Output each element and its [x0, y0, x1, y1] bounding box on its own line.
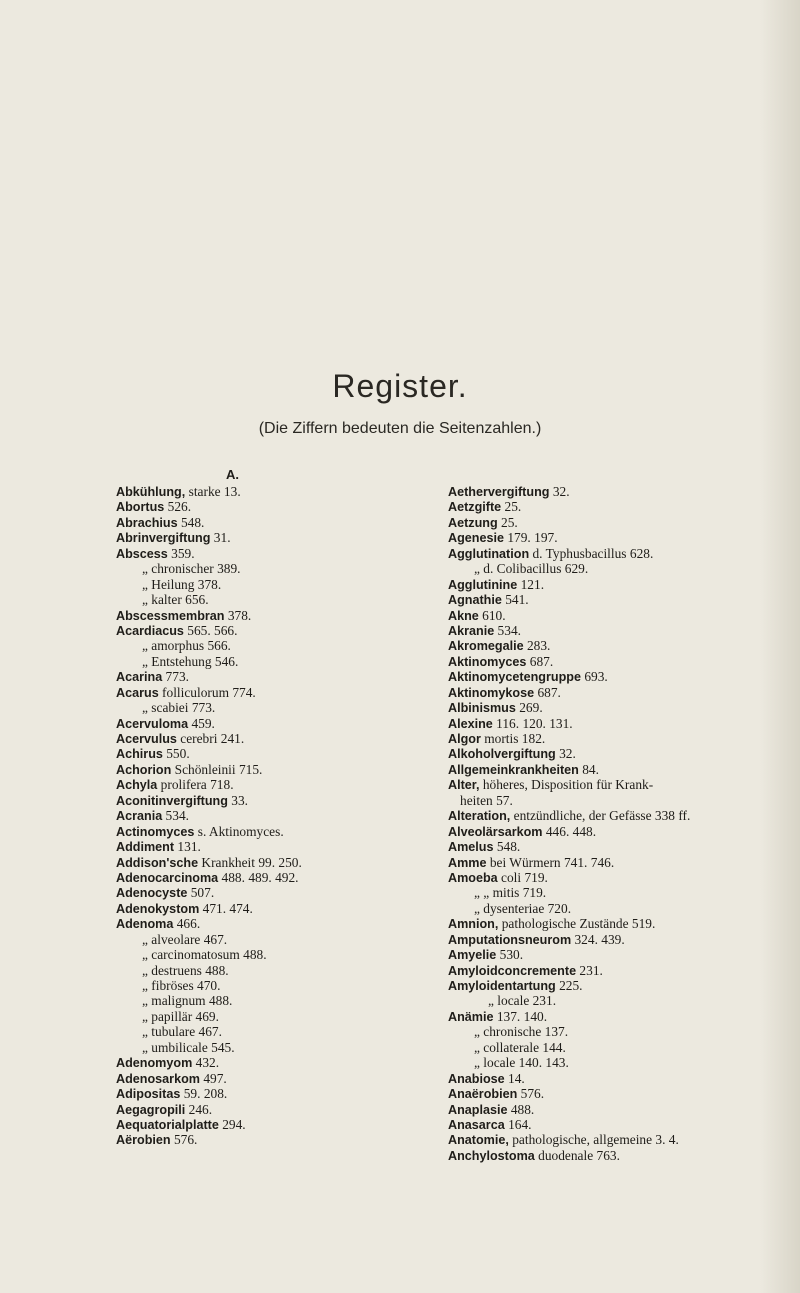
- index-pages: 283.: [523, 638, 551, 654]
- index-pages: 446. 448.: [542, 823, 597, 839]
- index-pages: höheres, Disposition für Krank-: [479, 777, 654, 793]
- index-entry: [448, 855, 738, 870]
- index-pages: 32.: [549, 484, 570, 499]
- index-keyword: Amputationsneurom: [448, 932, 572, 947]
- index-entry: [448, 947, 738, 962]
- index-pages: s. Aktinomyces.: [194, 823, 284, 839]
- index-keyword: Acarus: [116, 685, 159, 700]
- index-keyword: Amyelie: [448, 948, 497, 963]
- index-pages: bei Würmern 741. 746.: [486, 854, 615, 870]
- index-entry: [448, 1055, 738, 1070]
- index-entry: [116, 654, 446, 669]
- index-entry: [116, 808, 446, 823]
- index-pages: 432.: [192, 1055, 220, 1071]
- index-pages: 526.: [164, 499, 192, 515]
- index-keyword: Anasarca: [448, 1117, 505, 1132]
- index-keyword: Adenocyste: [116, 886, 188, 901]
- index-pages: 294.: [218, 1116, 246, 1132]
- index-keyword: Acervulus: [116, 732, 177, 746]
- index-keyword: Adenoma: [116, 917, 174, 932]
- index-pages: „ scabiei 773.: [142, 700, 216, 716]
- index-keyword: Akromegalie: [448, 639, 524, 654]
- index-pages: pathologische Zustände 519.: [498, 916, 656, 932]
- index-pages: „ d. Colibacillus 629.: [474, 561, 589, 577]
- index-pages: 137. 140.: [493, 1008, 548, 1024]
- index-keyword: Amme: [448, 855, 487, 870]
- index-keyword: Aetzgifte: [448, 500, 502, 515]
- index-pages: „ alveolare 467.: [142, 931, 228, 947]
- index-pages: 687.: [534, 684, 561, 700]
- index-keyword: Anaërobien: [448, 1087, 518, 1102]
- index-keyword: Amyloidconcremente: [448, 963, 577, 978]
- index-pages: „ destruens 488.: [142, 962, 229, 978]
- index-pages: „ „ mitis 719.: [474, 885, 547, 901]
- index-entry: [116, 1024, 446, 1039]
- index-entry: [116, 963, 446, 978]
- index-keyword: Agglutination: [448, 546, 530, 561]
- index-keyword: Amelus: [448, 840, 494, 855]
- index-pages: „ papillär 469.: [142, 1008, 219, 1024]
- index-pages: 32.: [555, 746, 576, 762]
- index-pages: „ locale 140. 143.: [474, 1055, 569, 1071]
- index-keyword: Anatomie,: [448, 1133, 509, 1148]
- index-entry: [116, 484, 446, 499]
- index-entry: [448, 685, 738, 700]
- index-entry: [116, 762, 446, 777]
- page-edge-shadow: [760, 0, 800, 1293]
- index-entry: [448, 824, 738, 839]
- index-entry: [116, 700, 446, 715]
- index-entry: [448, 1024, 738, 1039]
- index-keyword: Acervuloma: [116, 716, 189, 731]
- index-pages: „ chronische 137.: [474, 1024, 569, 1040]
- index-entry: [116, 577, 446, 592]
- index-entry: [116, 978, 446, 993]
- index-keyword: Abrinvergiftung: [116, 531, 211, 546]
- index-pages: d. Typhusbacillus 628.: [529, 545, 654, 561]
- index-keyword: Alkoholvergiftung: [448, 747, 556, 762]
- index-pages: 488.: [507, 1101, 535, 1117]
- index-pages: „ Entstehung 546.: [142, 653, 239, 669]
- index-entry: [448, 608, 738, 623]
- index-entry: [448, 793, 738, 808]
- index-keyword: Aktinomykose: [448, 685, 535, 700]
- index-pages: prolifera 718.: [157, 777, 234, 793]
- index-pages: 550.: [162, 746, 190, 762]
- index-entry: [448, 916, 738, 931]
- index-keyword: Acrania: [116, 809, 163, 824]
- index-pages: 576.: [170, 1132, 198, 1148]
- index-entry: [116, 561, 446, 576]
- index-pages: „ malignum 488.: [142, 993, 233, 1009]
- index-keyword: Amoeba: [448, 870, 498, 885]
- index-entry: [448, 638, 738, 653]
- index-entry: [448, 901, 738, 916]
- index-keyword: Anchylostoma: [448, 1148, 535, 1163]
- index-keyword: Aërobien: [116, 1133, 171, 1148]
- index-pages: 84.: [578, 761, 599, 777]
- index-keyword: Algor: [448, 732, 481, 746]
- index-entry: [116, 731, 446, 746]
- index-pages: duodenale 763.: [534, 1147, 620, 1163]
- index-pages: 231.: [576, 962, 603, 978]
- index-keyword: Achorion: [116, 762, 172, 777]
- index-column-left: [116, 484, 446, 1148]
- index-pages: „ carcinomatosum 488.: [142, 947, 267, 963]
- index-pages: Krankheit 99. 250.: [198, 854, 302, 870]
- index-entry: [116, 824, 446, 839]
- index-pages: 693.: [580, 669, 608, 685]
- index-entry: [448, 978, 738, 993]
- index-entry: [116, 1102, 446, 1117]
- index-pages: „ collaterale 144.: [474, 1039, 566, 1055]
- index-pages: 534.: [494, 622, 521, 638]
- index-pages: „ locale 231.: [488, 993, 557, 1009]
- index-entry: [448, 530, 738, 545]
- index-keyword: Adipositas: [116, 1087, 181, 1102]
- index-keyword: Anaplasie: [448, 1102, 508, 1117]
- index-pages: „ Heilung 378.: [142, 576, 222, 592]
- index-pages: 610.: [478, 607, 506, 623]
- index-keyword: Abkühlung,: [116, 485, 186, 499]
- index-pages: „ fibröses 470.: [142, 978, 221, 993]
- index-entry: [116, 1086, 446, 1101]
- index-entry: [116, 885, 446, 900]
- index-entry: [448, 1148, 738, 1163]
- index-entry: [116, 947, 446, 962]
- index-pages: 459.: [188, 715, 215, 731]
- index-keyword: Agglutinine: [448, 577, 518, 592]
- index-entry: [116, 1055, 446, 1070]
- index-pages: 359.: [167, 545, 195, 561]
- index-entry: [448, 1040, 738, 1055]
- index-pages: „ umbilicale 545.: [142, 1039, 235, 1055]
- index-keyword: Acarina: [116, 670, 163, 685]
- index-keyword: Abscess: [116, 546, 168, 561]
- index-pages: „ amorphus 566.: [142, 638, 231, 654]
- index-pages: folliculorum 774.: [158, 684, 256, 700]
- index-pages: 541.: [501, 592, 529, 608]
- index-pages: 378.: [224, 607, 252, 623]
- index-keyword: Anämie: [448, 1009, 494, 1024]
- index-entry: [448, 870, 738, 885]
- index-keyword: Aequatorialplatte: [116, 1117, 219, 1132]
- index-entry: [448, 700, 738, 715]
- index-keyword: Adenomyom: [116, 1056, 193, 1071]
- index-entry: [448, 1071, 738, 1086]
- index-pages: „ chronischer 389.: [142, 561, 241, 577]
- index-entry: [116, 592, 446, 607]
- index-keyword: Addison'sche: [116, 855, 199, 870]
- index-entry: [116, 608, 446, 623]
- index-pages: „ tubulare 467.: [142, 1024, 222, 1040]
- index-keyword: Abscessmembran: [116, 608, 225, 623]
- index-keyword: Albinismus: [448, 701, 516, 716]
- index-pages: 565. 566.: [183, 622, 238, 638]
- index-pages: pathologische, allgemeine 3. 4.: [508, 1132, 679, 1148]
- index-entry: [448, 731, 738, 746]
- index-entry: [448, 1102, 738, 1117]
- index-entry: [116, 793, 446, 808]
- index-pages: 548.: [493, 839, 521, 855]
- index-entry: [116, 546, 446, 561]
- index-keyword: Adenosarkom: [116, 1071, 200, 1086]
- index-entry: [116, 1071, 446, 1086]
- index-entry: [448, 561, 738, 576]
- index-entry: [116, 839, 446, 854]
- index-keyword: Amnion,: [448, 917, 499, 932]
- index-pages: „ dysenteriae 720.: [474, 900, 572, 916]
- index-entry: [448, 1132, 738, 1147]
- index-pages: Schönleinii 715.: [171, 761, 263, 777]
- index-pages: 59. 208.: [180, 1086, 228, 1102]
- index-keyword: Aconitinvergiftung: [116, 793, 228, 808]
- index-entry: [116, 916, 446, 931]
- index-entry: [116, 1117, 446, 1132]
- index-entry: [448, 932, 738, 947]
- index-pages: „ kalter 656.: [142, 592, 209, 608]
- index-keyword: Agenesie: [448, 531, 504, 546]
- index-entry: [116, 1009, 446, 1024]
- index-pages: 33.: [227, 792, 249, 808]
- index-pages: 246.: [185, 1101, 213, 1117]
- index-keyword: Achirus: [116, 747, 163, 762]
- index-pages: 548.: [177, 514, 205, 530]
- index-pages: 25.: [501, 499, 522, 515]
- index-keyword: Aktinomycetengruppe: [448, 670, 581, 685]
- index-keyword: Achyla: [116, 778, 158, 793]
- index-entry: [448, 963, 738, 978]
- index-keyword: Adenocarcinoma: [116, 870, 219, 885]
- index-pages: 25.: [497, 514, 518, 530]
- index-entry: [448, 993, 738, 1008]
- index-pages: 488. 489. 492.: [218, 869, 299, 885]
- index-entry: [116, 932, 446, 947]
- index-entry: [116, 746, 446, 761]
- index-pages: 534.: [162, 808, 189, 824]
- index-entry: [448, 1009, 738, 1024]
- index-keyword: Acardiacus: [116, 623, 184, 638]
- page-subtitle: (Die Ziffern bedeuten die Seitenzahlen.): [258, 420, 542, 437]
- index-entry: [116, 777, 446, 792]
- index-entry: [116, 870, 446, 885]
- index-keyword: Alter,: [448, 778, 480, 793]
- index-keyword: Alexine: [448, 716, 493, 731]
- index-pages: heiten 57.: [460, 792, 513, 808]
- index-keyword: Akranie: [448, 623, 495, 638]
- index-entry: [116, 901, 446, 916]
- index-entry: [448, 499, 738, 514]
- index-entry: [116, 855, 446, 870]
- index-keyword: Alteration,: [448, 809, 511, 824]
- index-pages: 507.: [187, 885, 215, 901]
- index-entry: [448, 592, 738, 607]
- index-pages: 530.: [496, 947, 524, 963]
- index-keyword: Amyloidentartung: [448, 979, 556, 993]
- index-keyword: Agnathie: [448, 593, 502, 608]
- index-entry: [448, 1086, 738, 1101]
- index-entry: [116, 1132, 446, 1147]
- index-entry: [116, 530, 446, 545]
- index-entry: [448, 484, 738, 499]
- index-entry: [448, 777, 738, 792]
- index-keyword: Aegagropili: [116, 1102, 186, 1117]
- index-keyword: Allgemeinkrankheiten: [448, 762, 579, 777]
- index-entry: [448, 746, 738, 761]
- index-pages: starke 13.: [185, 484, 241, 499]
- index-pages: 131.: [174, 839, 201, 855]
- page-title: Register.: [332, 368, 468, 404]
- index-pages: 164.: [504, 1116, 532, 1132]
- index-pages: 225.: [555, 978, 583, 993]
- index-keyword: Actinomyces: [116, 824, 195, 839]
- index-entry: [448, 762, 738, 777]
- index-pages: 14.: [504, 1070, 525, 1086]
- index-entry: [448, 515, 738, 530]
- index-pages: entzündliche, der Gefässe 338 ff.: [510, 808, 691, 824]
- index-keyword: Anabiose: [448, 1071, 505, 1086]
- index-pages: 179. 197.: [504, 530, 558, 546]
- index-entry: [448, 1117, 738, 1132]
- index-entry: [448, 839, 738, 854]
- index-entry: [116, 499, 446, 514]
- index-keyword: Akne: [448, 608, 479, 623]
- index-pages: 121.: [517, 576, 545, 592]
- index-keyword: Addiment: [116, 840, 175, 855]
- index-entry: [116, 1040, 446, 1055]
- index-entry: [448, 716, 738, 731]
- index-entry: [116, 716, 446, 731]
- index-entry: [116, 638, 446, 653]
- index-pages: 576.: [517, 1086, 545, 1102]
- index-pages: 116. 120. 131.: [492, 715, 573, 731]
- index-keyword: Adenokystom: [116, 901, 200, 916]
- index-entry: [448, 623, 738, 638]
- index-pages: 687.: [526, 653, 554, 669]
- index-keyword: Aetzung: [448, 515, 498, 530]
- index-keyword: Alveolärsarkom: [448, 824, 543, 839]
- index-column-right: [448, 484, 738, 1163]
- index-pages: 497.: [199, 1070, 227, 1086]
- index-entry: [448, 577, 738, 592]
- index-entry: [448, 654, 738, 669]
- index-entry: [116, 515, 446, 530]
- index-entry: [448, 885, 738, 900]
- index-keyword: Aktinomyces: [448, 654, 527, 669]
- index-pages: 269.: [515, 700, 543, 716]
- index-entry: [448, 546, 738, 561]
- index-entry: [116, 685, 446, 700]
- index-pages: cerebri 241.: [176, 731, 245, 746]
- index-entry: [448, 669, 738, 684]
- index-pages: 466.: [173, 916, 201, 932]
- index-pages: 324. 439.: [571, 931, 625, 947]
- index-pages: 31.: [210, 530, 231, 546]
- index-pages: 773.: [162, 669, 189, 685]
- index-pages: 471. 474.: [199, 900, 253, 916]
- index-entry: [116, 669, 446, 684]
- index-keyword: Abrachius: [116, 515, 178, 530]
- index-pages: coli 719.: [497, 869, 548, 885]
- index-keyword: Aethervergiftung: [448, 485, 550, 499]
- index-entry: [116, 623, 446, 638]
- index-pages: mortis 182.: [480, 731, 546, 746]
- index-entry: [116, 993, 446, 1008]
- index-entry: [448, 808, 738, 823]
- index-keyword: Abortus: [116, 500, 165, 515]
- section-letter: A.: [226, 467, 239, 482]
